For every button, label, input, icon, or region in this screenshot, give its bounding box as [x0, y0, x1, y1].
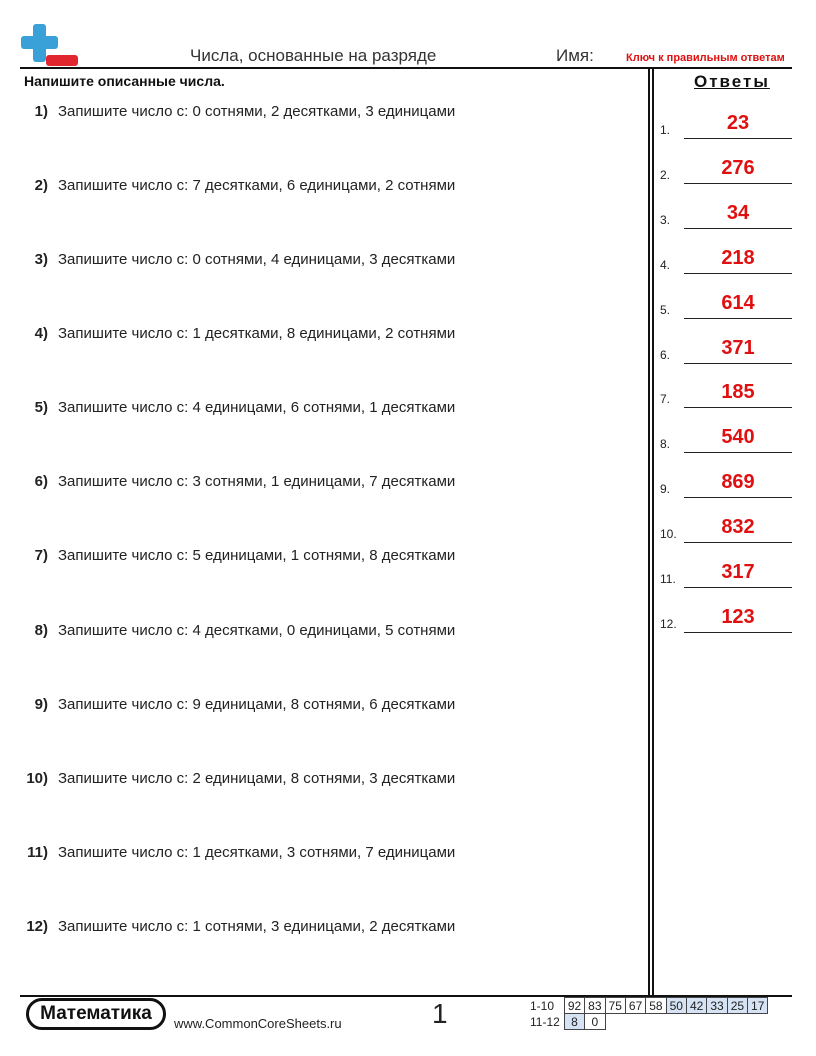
question-number: 11): [27, 844, 48, 861]
question-text: Запишите число с: 1 десятками, 8 единицами, 2 сотнями: [58, 325, 456, 342]
site-url: www.CommonCoreSheets.ru: [174, 1016, 342, 1031]
question-item: [20, 251, 455, 268]
answer-row: [660, 199, 792, 229]
answers-heading: Ответы: [694, 72, 770, 91]
answer-line: [684, 183, 792, 184]
question-text: Запишите число с: 5 единицами, 1 сотнями, 8 десятками: [58, 547, 456, 564]
answer-number: 2.: [660, 168, 671, 182]
page-number: 1: [432, 998, 448, 1029]
answer-value: 276: [721, 157, 755, 179]
answer-row: [660, 558, 792, 588]
column-divider: [652, 69, 654, 995]
score-cell: 75: [605, 998, 625, 1014]
answer-number: 11.: [660, 572, 676, 586]
answer-value: 869: [721, 471, 755, 493]
answer-row: [660, 244, 792, 274]
score-cell: 42: [686, 998, 706, 1014]
answer-row: [660, 423, 792, 453]
column-divider: [648, 69, 650, 995]
answer-number: 9.: [660, 482, 671, 496]
score-cell: 33: [707, 998, 727, 1014]
question-number: 10): [26, 770, 48, 787]
question-number: 7): [34, 547, 48, 564]
answer-line: [684, 407, 792, 408]
name-label: Имя:: [556, 46, 594, 65]
answer-value: 185: [721, 381, 755, 403]
brand-badge: Математика: [26, 998, 166, 1030]
answer-number: 10.: [660, 527, 677, 541]
answer-row: [660, 513, 792, 543]
answer-value: 317: [721, 561, 755, 583]
answer-line: [684, 587, 792, 588]
question-item: [20, 103, 455, 120]
question-number: 5): [34, 399, 48, 416]
answer-value: 23: [726, 112, 750, 134]
answer-number: 3.: [660, 213, 671, 227]
question-text: Запишите число с: 1 сотнями, 3 единицами, 2 десятками: [58, 918, 456, 935]
plus-minus-logo-icon: [20, 22, 80, 68]
question-text: Запишите число с: 2 единицами, 8 сотнями, 3 десятками: [58, 770, 456, 787]
answer-line: [684, 318, 792, 319]
answer-number: 5.: [660, 303, 671, 317]
score-row-label: 11-12: [530, 1014, 560, 1029]
answer-row: [660, 334, 792, 364]
question-number: 4): [34, 325, 48, 342]
question-item: [20, 547, 455, 564]
question-text: Запишите число с: 0 сотнями, 2 десятками, 3 единицами: [58, 103, 456, 120]
question-item: [20, 399, 455, 416]
question-text: Запишите число с: 4 десятками, 0 единицами, 5 сотнями: [58, 622, 456, 639]
score-table: [530, 997, 768, 1030]
answer-line: [684, 452, 792, 453]
answer-line: [684, 542, 792, 543]
score-cell: 67: [625, 998, 645, 1014]
answer-value: 218: [721, 247, 755, 269]
answer-value: 540: [721, 426, 755, 448]
answer-value: 123: [721, 606, 755, 628]
score-cell: 0: [585, 1014, 605, 1030]
answer-line: [684, 228, 792, 229]
answer-row: [660, 109, 792, 139]
answer-row: [660, 468, 792, 498]
score-cell: 92: [564, 998, 584, 1014]
question-item: [20, 622, 455, 639]
answer-row: [660, 378, 792, 408]
score-cell: 83: [585, 998, 605, 1014]
score-row-label: 1-10: [530, 998, 555, 1013]
question-item: [20, 696, 455, 713]
score-cell: 58: [646, 998, 666, 1014]
answer-line: [684, 497, 792, 498]
question-item: [20, 918, 455, 935]
answer-number: 1.: [660, 123, 671, 137]
answer-line: [684, 138, 792, 139]
answer-number: 4.: [660, 258, 671, 272]
score-cell: 25: [727, 998, 747, 1014]
question-text: Запишите число с: 9 единицами, 8 сотнями, 6 десятками: [58, 696, 456, 713]
question-text: Запишите число с: 1 десятками, 3 сотнями, 7 единицами: [58, 844, 456, 861]
score-cell: 8: [564, 1014, 584, 1030]
question-text: Запишите число с: 7 десятками, 6 единицами, 2 сотнями: [58, 177, 456, 194]
answer-value: 614: [721, 292, 755, 314]
question-text: Запишите число с: 4 единицами, 6 сотнями, 1 десятками: [58, 399, 456, 416]
answer-number: 6.: [660, 348, 671, 362]
question-text: Запишите число с: 3 сотнями, 1 единицами, 7 десятками: [58, 473, 456, 490]
question-item: [20, 177, 455, 194]
question-number: 2): [34, 177, 48, 194]
worksheet-title: Числа, основанные на разряде: [190, 46, 437, 65]
question-item: [20, 844, 455, 861]
question-item: [20, 325, 455, 342]
question-number: 8): [34, 622, 48, 639]
answer-line: [684, 273, 792, 274]
answer-number: 12.: [660, 617, 677, 631]
answer-number: 8.: [660, 437, 671, 451]
question-number: 6): [34, 473, 48, 490]
question-number: 1): [34, 103, 48, 120]
answer-row: [660, 154, 792, 184]
answer-row: [660, 289, 792, 319]
score-cell: 50: [666, 998, 686, 1014]
header-divider: [20, 67, 792, 69]
answer-key-label: Ключ к правильным ответам: [626, 52, 785, 64]
score-cell: 17: [748, 998, 768, 1014]
question-number: 12): [26, 918, 48, 935]
answer-line: [684, 363, 792, 364]
instruction: Напишите описанные числа.: [24, 73, 225, 89]
answer-number: 7.: [660, 392, 671, 406]
score-row: [530, 998, 768, 1014]
answer-line: [684, 632, 792, 633]
answer-value: 34: [726, 202, 750, 224]
question-item: [20, 770, 455, 787]
question-text: Запишите число с: 0 сотнями, 4 единицами, 3 десятками: [58, 251, 456, 268]
question-number: 9): [34, 696, 48, 713]
score-row: [530, 1014, 768, 1030]
question-item: [20, 473, 455, 490]
answer-row: [660, 603, 792, 633]
answer-value: 832: [721, 516, 755, 538]
answer-value: 371: [721, 337, 755, 359]
question-number: 3): [34, 251, 48, 268]
